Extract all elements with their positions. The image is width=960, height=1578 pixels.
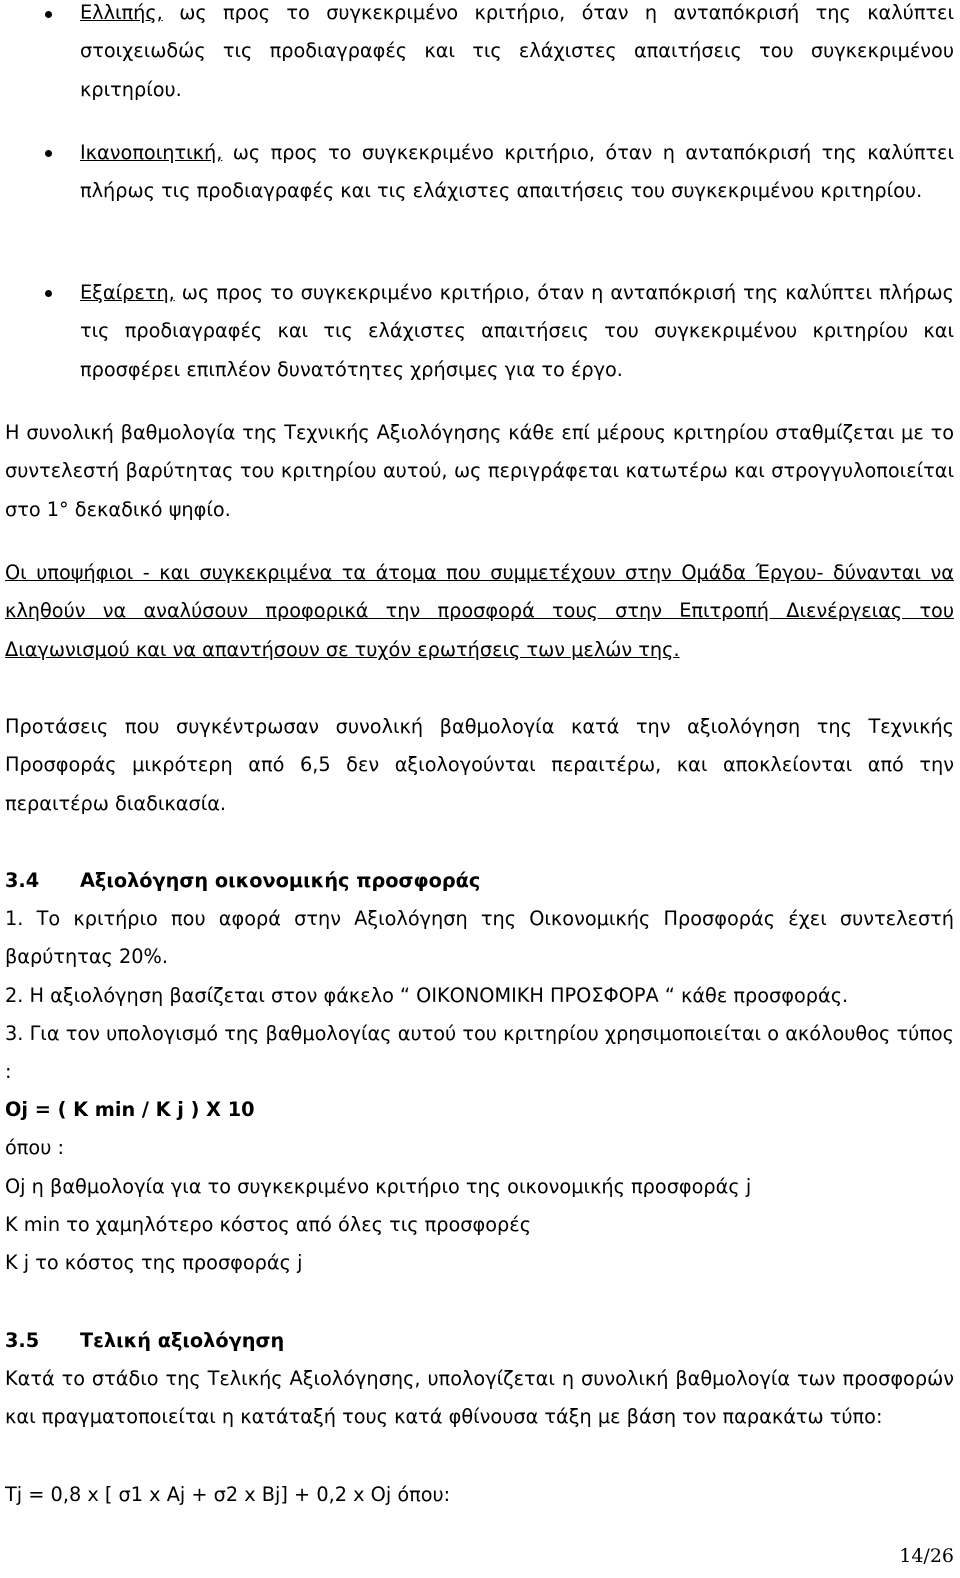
page-number: 14/26 [899, 1545, 954, 1567]
where-label: όπου : [5, 1136, 64, 1159]
formula-tj: Tj = 0,8 x [ σ1 x Aj + σ2 x Bj] + 0,2 x Oj όπου: [5, 1483, 451, 1506]
paragraph-threshold: Προτάσεις που συγκέντρωσαν συνολική βαθμολογία κατά την αξιολόγηση της Τεχνικής Προσφοράς μικρότερη από 6,5 δεν αξιολογούνται περαιτέρω, και αποκλείονται από την περαιτέρω διαδικασία. [5, 715, 954, 815]
section-heading-3-5 [5, 1322, 284, 1360]
criterion-item-2: 2. Η αξιολόγηση βασίζεται στον φάκελο “ ΟΙΚΟΝΟΜΙΚΗ ΠΡΟΣΦΟΡΑ “ κάθε προσφοράς. [5, 984, 849, 1007]
paragraph-candidates: Οι υποψήφιοι - και συγκεκριμένα τα άτομα που συμμετέχουν στην Ομάδα Έργου- δύνανται να κληθούν να αναλύσουν προφορικά την προσφορά τους στην Επιτροπή Διενέργειας του Διαγωνισμού και να απαντήσουν σε τυχόν ερωτήσεις των μελών της. [5, 561, 954, 661]
bullet-text: ως προς το συγκεκριμένο κριτήριο, όταν η ανταπόκρισή της καλύπτει πλήρως τις προδιαγραφές και τις ελάχιστες απαιτήσεις του συγκεκριμένου κριτηρίου. [80, 141, 954, 203]
final-evaluation-text: Κατά το στάδιο της Τελικής Αξιολόγησης, υπολογίζεται η συνολική βαθμολογία των προσφορών και πραγματοποιείται η κατάταξή τους κατά φθίνουσα τάξη με βάση τον παρακάτω τύπο: [5, 1367, 954, 1429]
paragraph-weighting: Η συνολική βαθμολογία της Τεχνικής Αξιολόγησης κάθε επί μέρους κριτηρίου σταθμίζεται με το συντελεστή βαρύτητας του κριτηρίου αυτού, ως περιγράφεται κατωτέρω και στρογγυλοποιείται στο 1° δεκαδικό ψηφίο. [5, 421, 954, 521]
section-number: 3.4 [5, 869, 40, 892]
bullet-dot [45, 290, 52, 297]
bullet-text: ως προς το συγκεκριμένο κριτήριο, όταν η ανταπόκρισή της καλύπτει πλήρως τις προδιαγραφές και τις ελάχιστες απαιτήσεις του συγκεκριμένου κριτηρίου και προσφέρει επιπλέον δυνατότητες χρήσιμες για το έργο. [80, 281, 954, 381]
criterion-item-1: 1. Το κριτήριο που αφορά στην Αξιολόγηση της Οικονομικής Προσφοράς έχει συντελεστή βαρύτητας 20%. [5, 907, 954, 969]
bullet-item-elliptic [80, 0, 954, 109]
bullet-item-excellent [80, 274, 954, 389]
section-number: 3.5 [5, 1329, 40, 1352]
section-heading-3-4 [5, 862, 480, 900]
section-title: Αξιολόγηση οικονομικής προσφοράς [80, 869, 481, 892]
bullet-dot [45, 150, 52, 157]
bullet-text: ως προς το συγκεκριμένο κριτήριο, όταν η ανταπόκρισή της καλύπτει στοιχειωδώς τις προδιαγραφές και τις ελάχιστες απαιτήσεις του συγκεκριμένου κριτηρίου. [80, 1, 954, 101]
bullet-term: Ικανοποιητική, [80, 141, 223, 164]
bullet-dot [45, 11, 52, 18]
section-title: Τελική αξιολόγηση [80, 1329, 285, 1352]
definition-kj: K j το κόστος της προσφοράς j [5, 1251, 303, 1274]
definition-oj: Oj η βαθμολογία για το συγκεκριμένο κριτήριο της οικονομικής προσφοράς j [5, 1175, 752, 1198]
criterion-item-3: 3. Για τον υπολογισμό της βαθμολογίας αυτού του κριτηρίου χρησιμοποιείται ο ακόλουθος τύπος : [5, 1022, 954, 1084]
definition-kmin: K min το χαμηλότερο κόστος από όλες τις προσφορές [5, 1213, 532, 1236]
bullet-term: Ελλιπής, [80, 1, 163, 24]
bullet-item-satisfactory [80, 134, 954, 211]
bullet-term: Εξαίρετη, [80, 281, 175, 304]
formula-oj: Oj = ( K min / K j ) X 10 [5, 1098, 255, 1121]
